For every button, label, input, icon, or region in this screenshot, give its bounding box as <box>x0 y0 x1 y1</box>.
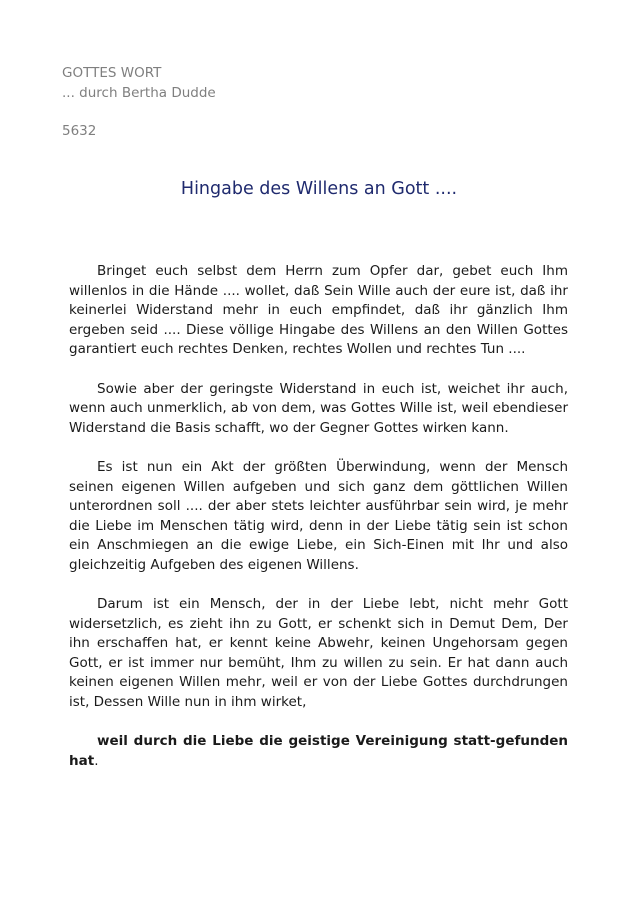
document-body <box>69 262 568 771</box>
paragraph-3: Es ist nun ein Akt der größten Überwindung, wenn der Mensch seinen eigenen Willen aufgeben und sich ganz dem göttlichen Willen unterordnen soll .... der aber stets leichter ausführbar sein wird, je mehr die Liebe im Menschen tätig wird, denn in der Liebe tätig sein ist schon ein Anschmiegen an die ewige Liebe, ein Sich-Einen mit Ihr und also gleichzeitig Aufgeben des eigenen Willens. <box>69 459 568 573</box>
document-number: 5632 <box>62 123 97 139</box>
document-header <box>62 63 216 141</box>
final-bold-text: weil durch die Liebe die geistige Vereinigung statt-gefunden hat <box>69 733 568 769</box>
paragraph-final <box>69 732 568 771</box>
paragraph-4: Darum ist ein Mensch, der in der Liebe lebt, nicht mehr Gott widersetzlich, es zieht ihn zu Gott, er schenkt sich in Demut Dem, Der ihn erschaffen hat, er kennt keine Abwehr, keinen Ungehorsam gegen Gott, er ist immer nur bemüht, Ihm zu willen zu sein. Er hat dann auch keinen eigenen Willen mehr, weil er von der Liebe Gottes durchdrungen ist, Dessen Wille nun in ihm wirket, <box>69 596 568 710</box>
header-author: ... durch Bertha Dudde <box>62 85 216 101</box>
final-period: . <box>94 752 99 769</box>
paragraph-2: Sowie aber der geringste Widerstand in euch ist, weichet ihr auch, wenn auch unmerklich, ab von dem, was Gottes Wille ist, weil ebendieser Widerstand die Basis schafft, wo der Gegner Gottes wirken kann. <box>69 380 568 436</box>
page-title: Hingabe des Willens an Gott .... <box>180 179 458 199</box>
header-source: GOTTES WORT <box>62 65 162 81</box>
paragraph-1: Bringet euch selbst dem Herrn zum Opfer dar, gebet euch Ihm willenlos in die Hände .... wollet, daß Sein Wille auch der eure ist, daß ihr keinerlei Widerstand mehr in euch empfindet, daß ihr gänzlich Ihm ergeben seid .... Diese völlige Hingabe des Willens an den Willen Gottes garantiert euch rechtes Denken, rechtes Wollen und rechtes Tun .... <box>69 263 568 357</box>
